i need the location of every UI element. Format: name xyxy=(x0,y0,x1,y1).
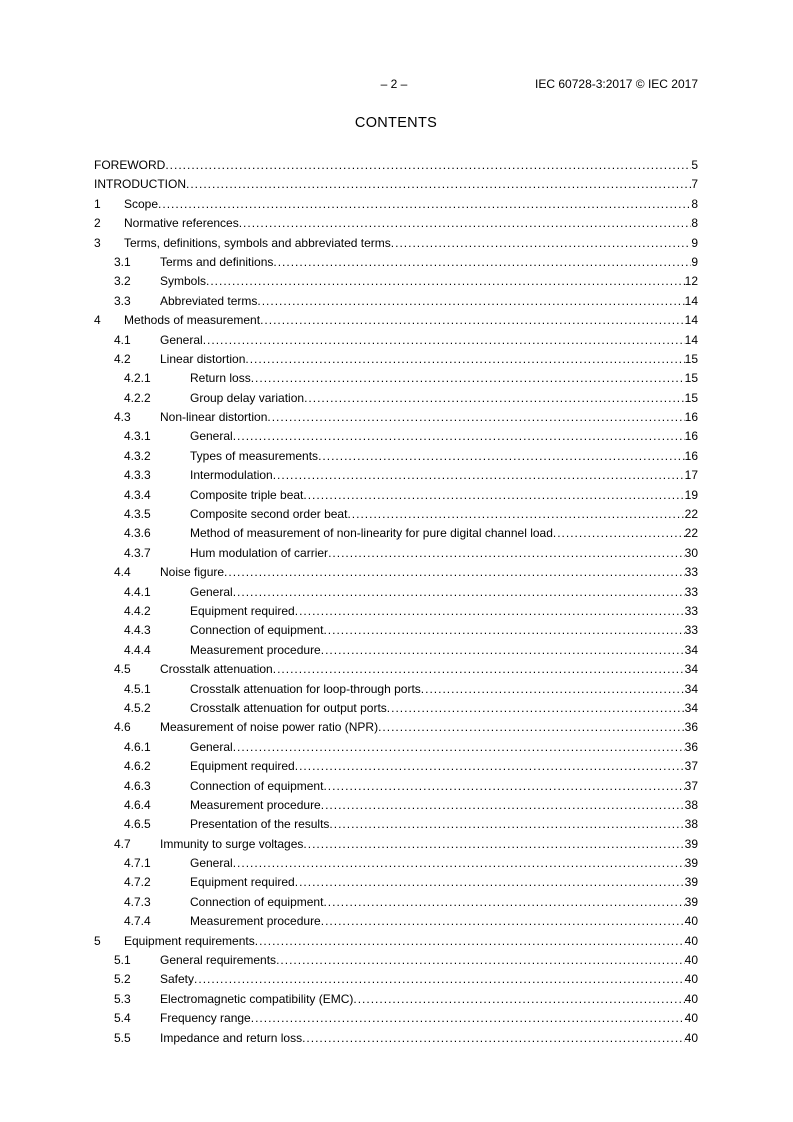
toc-entry-number: 4.3.7 xyxy=(124,545,151,560)
toc-entry-number: 4.4 xyxy=(114,565,131,580)
toc-entry[interactable] xyxy=(94,234,698,253)
toc-leader-dots xyxy=(224,563,685,582)
toc-leader-dots xyxy=(323,893,684,912)
toc-entry[interactable] xyxy=(94,621,698,640)
toc-entry-title: Equipment requirements xyxy=(124,933,255,948)
toc-entry-page: 15 xyxy=(684,351,698,366)
toc-entry[interactable] xyxy=(94,524,698,543)
toc-entry-title: Methods of measurement xyxy=(124,313,261,328)
toc-entry-page: 40 xyxy=(684,953,698,968)
toc-entry-number: 4.2.1 xyxy=(124,371,151,386)
toc-entry-page: 22 xyxy=(684,507,698,522)
toc-entry[interactable] xyxy=(94,738,698,757)
toc-entry-number: 4.3.1 xyxy=(124,429,151,444)
toc-entry[interactable] xyxy=(94,641,698,660)
toc-entry-number: 4.3.6 xyxy=(124,526,151,541)
toc-entry-page: 39 xyxy=(684,856,698,871)
toc-entry-title: Frequency range xyxy=(160,1011,251,1026)
toc-entry-title: Types of measurements xyxy=(190,448,319,463)
toc-entry[interactable] xyxy=(94,602,698,621)
toc-entry-title: General requirements xyxy=(160,953,277,968)
toc-entry-title: Immunity to surge voltages xyxy=(160,836,304,851)
toc-entry-title: Crosstalk attenuation xyxy=(160,662,273,677)
toc-entry-number: 2 xyxy=(94,216,101,231)
toc-entry-page: 39 xyxy=(684,836,698,851)
toc-leader-dots xyxy=(276,951,685,970)
toc-entry-page: 37 xyxy=(684,778,698,793)
toc-entry[interactable] xyxy=(94,718,698,737)
toc-leader-dots xyxy=(257,292,684,311)
toc-entry[interactable] xyxy=(94,214,698,233)
toc-entry-page: 14 xyxy=(684,313,698,328)
table-of-contents xyxy=(94,156,698,1048)
toc-entry-title: Terms, definitions, symbols and abbreviated terms xyxy=(124,235,391,250)
toc-entry-number: 4.3.3 xyxy=(124,468,151,483)
toc-entry-title: Hum modulation of carrier xyxy=(190,545,329,560)
toc-entry-page: 16 xyxy=(684,429,698,444)
toc-entry-title: Impedance and return loss xyxy=(160,1030,303,1045)
toc-entry-title: General xyxy=(160,332,203,347)
toc-entry-title: Crosstalk attenuation for output ports xyxy=(190,700,387,715)
toc-leader-dots xyxy=(251,369,685,388)
toc-entry-page: 15 xyxy=(684,371,698,386)
toc-entry-page: 16 xyxy=(684,410,698,425)
toc-entry-title: General xyxy=(190,429,233,444)
toc-entry-page: 39 xyxy=(684,894,698,909)
toc-entry-title: Intermodulation xyxy=(190,468,273,483)
toc-entry-title: Composite second order beat xyxy=(190,507,348,522)
toc-entry-number: 5.4 xyxy=(114,1011,131,1026)
toc-entry-number: 5.3 xyxy=(114,991,131,1006)
toc-entry-page: 40 xyxy=(684,933,698,948)
toc-leader-dots xyxy=(304,389,685,408)
toc-entry-number: 4.3 xyxy=(114,410,131,425)
toc-entry-number: 4.5.2 xyxy=(124,700,151,715)
toc-entry-title: Composite triple beat xyxy=(190,487,304,502)
toc-leader-dots xyxy=(347,505,684,524)
toc-entry-page: 40 xyxy=(684,914,698,929)
toc-entry-title: General xyxy=(190,856,233,871)
toc-entry-page: 30 xyxy=(684,545,698,560)
toc-entry[interactable] xyxy=(94,331,698,350)
toc-leader-dots xyxy=(378,718,685,737)
toc-leader-dots xyxy=(353,990,684,1009)
toc-leader-dots xyxy=(239,214,692,233)
toc-entry[interactable] xyxy=(94,951,698,970)
toc-entry[interactable] xyxy=(94,156,698,175)
toc-entry-number: 4.6.1 xyxy=(124,739,151,754)
toc-entry[interactable] xyxy=(94,427,698,446)
toc-entry[interactable] xyxy=(94,815,698,834)
toc-entry[interactable] xyxy=(94,680,698,699)
toc-leader-dots xyxy=(233,583,685,602)
toc-entry-title: Connection of equipment xyxy=(190,778,324,793)
toc-leader-dots xyxy=(273,253,691,272)
toc-entry-page: 33 xyxy=(684,565,698,580)
toc-entry-number: 3 xyxy=(94,235,101,250)
toc-entry[interactable] xyxy=(94,932,698,951)
toc-entry-page: 9 xyxy=(691,235,698,250)
toc-entry[interactable] xyxy=(94,389,698,408)
toc-leader-dots xyxy=(295,873,685,892)
toc-entry-number: 4.7.3 xyxy=(124,894,151,909)
toc-entry-number: 4.7.1 xyxy=(124,856,151,871)
toc-entry-title: Scope xyxy=(124,196,159,211)
toc-entry[interactable] xyxy=(94,350,698,369)
toc-entry-page: 33 xyxy=(684,584,698,599)
toc-entry-number: 4.5 xyxy=(114,662,131,677)
toc-entry-page: 37 xyxy=(684,759,698,774)
toc-entry-page: 33 xyxy=(684,603,698,618)
toc-entry[interactable] xyxy=(94,505,698,524)
toc-entry-title: Group delay variation xyxy=(190,390,305,405)
toc-entry-number: 4.4.1 xyxy=(124,584,151,599)
toc-entry-page: 8 xyxy=(691,196,698,211)
toc-entry[interactable] xyxy=(94,369,698,388)
toc-leader-dots xyxy=(255,932,685,951)
document-reference: IEC 60728-3:2017 © IEC 2017 xyxy=(535,77,698,91)
toc-entry[interactable] xyxy=(94,447,698,466)
toc-entry-title: Return loss xyxy=(190,371,251,386)
toc-entry[interactable] xyxy=(94,292,698,311)
toc-leader-dots xyxy=(553,524,685,543)
toc-entry-title: Electromagnetic compatibility (EMC) xyxy=(160,991,354,1006)
toc-entry[interactable] xyxy=(94,272,698,291)
toc-entry-title: Normative references xyxy=(124,216,239,231)
toc-leader-dots xyxy=(321,912,685,931)
toc-entry[interactable] xyxy=(94,175,698,194)
toc-entry-number: 3.2 xyxy=(114,274,131,289)
toc-entry-number: 4.1 xyxy=(114,332,131,347)
toc-entry-page: 34 xyxy=(684,700,698,715)
toc-leader-dots xyxy=(323,621,684,640)
toc-leader-dots xyxy=(303,835,684,854)
toc-leader-dots xyxy=(328,544,685,563)
toc-leader-dots xyxy=(295,757,685,776)
toc-entry[interactable] xyxy=(94,970,698,989)
toc-entry-page: 14 xyxy=(684,332,698,347)
toc-entry-page: 15 xyxy=(684,390,698,405)
page-header xyxy=(94,75,698,93)
toc-entry-page: 9 xyxy=(691,254,698,269)
toc-entry-number: 4.6.2 xyxy=(124,759,151,774)
toc-entry-title: Safety xyxy=(160,972,195,987)
toc-entry[interactable] xyxy=(94,854,698,873)
toc-entry[interactable] xyxy=(94,699,698,718)
toc-entry-title: Equipment required xyxy=(190,875,295,890)
toc-entry-number: 5.2 xyxy=(114,972,131,987)
toc-entry[interactable] xyxy=(94,253,698,272)
toc-entry-title: Crosstalk attenuation for loop-through ports xyxy=(190,681,421,696)
toc-entry[interactable] xyxy=(94,660,698,679)
toc-entry-title: Symbols xyxy=(160,274,207,289)
toc-entry-title: Linear distortion xyxy=(160,351,246,366)
toc-entry-number: 4.7 xyxy=(114,836,131,851)
toc-entry-number: 4.4.2 xyxy=(124,603,151,618)
toc-entry-page: 12 xyxy=(684,274,698,289)
toc-entry[interactable] xyxy=(94,835,698,854)
toc-entry-number: 4.3.5 xyxy=(124,507,151,522)
toc-entry-page: 34 xyxy=(684,662,698,677)
toc-entry-title: Equipment required xyxy=(190,603,295,618)
toc-entry[interactable] xyxy=(94,195,698,214)
toc-entry[interactable] xyxy=(94,408,698,427)
toc-entry-number: 4.2.2 xyxy=(124,390,151,405)
toc-entry-title: Terms and definitions xyxy=(160,254,274,269)
toc-entry-page: 22 xyxy=(684,526,698,541)
toc-leader-dots xyxy=(233,738,685,757)
toc-entry-page: 36 xyxy=(684,720,698,735)
toc-entry-title: Measurement procedure xyxy=(190,797,321,812)
toc-entry-number: 4 xyxy=(94,313,101,328)
toc-entry-page: 8 xyxy=(691,216,698,231)
toc-leader-dots xyxy=(186,175,691,194)
toc-entry[interactable] xyxy=(94,583,698,602)
toc-entry-page: 40 xyxy=(684,1011,698,1026)
toc-leader-dots xyxy=(233,427,685,446)
toc-entry-title: INTRODUCTION xyxy=(94,177,186,192)
toc-entry[interactable] xyxy=(94,311,698,330)
toc-entry[interactable] xyxy=(94,990,698,1009)
toc-entry-page: 34 xyxy=(684,681,698,696)
toc-entry-page: 40 xyxy=(684,991,698,1006)
toc-entry[interactable] xyxy=(94,777,698,796)
toc-entry[interactable] xyxy=(94,912,698,931)
toc-entry[interactable] xyxy=(94,873,698,892)
toc-entry-number: 5 xyxy=(94,933,101,948)
toc-entry[interactable] xyxy=(94,757,698,776)
toc-leader-dots xyxy=(387,699,685,718)
toc-entry-title: Measurement of noise power ratio (NPR) xyxy=(160,720,379,735)
toc-leader-dots xyxy=(267,408,684,427)
toc-leader-dots xyxy=(203,331,685,350)
toc-entry-page: 19 xyxy=(684,487,698,502)
toc-entry-number: 5.5 xyxy=(114,1030,131,1045)
toc-entry[interactable] xyxy=(94,1009,698,1028)
toc-entry-page: 38 xyxy=(684,817,698,832)
toc-leader-dots xyxy=(194,970,685,989)
toc-entry-page: 17 xyxy=(684,468,698,483)
toc-entry-page: 34 xyxy=(684,642,698,657)
toc-leader-dots xyxy=(323,777,684,796)
toc-entry-number: 4.4.3 xyxy=(124,623,151,638)
toc-entry-number: 4.6 xyxy=(114,720,131,735)
toc-leader-dots xyxy=(273,466,685,485)
toc-entry-page: 36 xyxy=(684,739,698,754)
toc-entry[interactable] xyxy=(94,466,698,485)
toc-leader-dots xyxy=(329,815,684,834)
toc-entry-title: Method of measurement of non-linearity for pure digital channel load xyxy=(190,526,553,541)
toc-leader-dots xyxy=(391,234,692,253)
toc-entry-title: Connection of equipment xyxy=(190,894,324,909)
toc-leader-dots xyxy=(318,447,685,466)
toc-entry-title: FOREWORD xyxy=(94,158,166,172)
toc-entry-title: General xyxy=(190,584,233,599)
toc-leader-dots xyxy=(302,1029,685,1048)
toc-entry-page: 40 xyxy=(684,1030,698,1045)
toc-entry-number: 4.7.2 xyxy=(124,875,151,890)
toc-entry-page: 16 xyxy=(684,448,698,463)
toc-entry-title: Equipment required xyxy=(190,759,295,774)
toc-leader-dots xyxy=(421,680,685,699)
toc-leader-dots xyxy=(245,350,684,369)
toc-entry-title: Measurement procedure xyxy=(190,642,321,657)
toc-entry-title: Non-linear distortion xyxy=(160,410,268,425)
toc-leader-dots xyxy=(321,641,685,660)
toc-entry-page: 38 xyxy=(684,797,698,812)
toc-entry-page: 33 xyxy=(684,623,698,638)
toc-leader-dots xyxy=(251,1009,685,1028)
toc-leader-dots xyxy=(295,602,685,621)
toc-entry-number: 4.6.5 xyxy=(124,817,151,832)
toc-entry[interactable] xyxy=(94,544,698,563)
toc-entry-title: Noise figure xyxy=(160,565,225,580)
toc-entry[interactable] xyxy=(94,563,698,582)
toc-entry-page: 14 xyxy=(684,293,698,308)
toc-entry[interactable] xyxy=(94,1029,698,1048)
toc-entry-title: Measurement procedure xyxy=(190,914,321,929)
page-title: CONTENTS xyxy=(354,115,438,131)
toc-entry-number: 4.2 xyxy=(114,351,131,366)
toc-leader-dots xyxy=(303,486,684,505)
toc-entry-page: 7 xyxy=(691,177,698,192)
toc-leader-dots xyxy=(206,272,685,291)
toc-leader-dots xyxy=(260,311,685,330)
toc-entry-page: 40 xyxy=(684,972,698,987)
toc-entry-number: 4.5.1 xyxy=(124,681,151,696)
toc-leader-dots xyxy=(165,156,691,175)
toc-entry-title: Presentation of the results xyxy=(190,817,330,832)
toc-entry-page: 39 xyxy=(684,875,698,890)
toc-entry-number: 1 xyxy=(94,196,101,211)
toc-leader-dots xyxy=(158,195,691,214)
toc-entry[interactable] xyxy=(94,486,698,505)
toc-entry-title: General xyxy=(190,739,233,754)
toc-entry-number: 4.7.4 xyxy=(124,914,151,929)
toc-entry-number: 4.4.4 xyxy=(124,642,151,657)
toc-entry[interactable] xyxy=(94,893,698,912)
toc-leader-dots xyxy=(273,660,685,679)
toc-entry-number: 4.6.4 xyxy=(124,797,151,812)
toc-entry[interactable] xyxy=(94,796,698,815)
page-number: – 2 – xyxy=(380,77,408,91)
toc-leader-dots xyxy=(321,796,685,815)
toc-entry-title: Abbreviated terms xyxy=(160,293,258,308)
toc-entry-number: 4.6.3 xyxy=(124,778,151,793)
toc-entry-number: 5.1 xyxy=(114,953,131,968)
toc-entry-page: 5 xyxy=(691,158,698,172)
toc-entry-number: 4.3.4 xyxy=(124,487,151,502)
toc-leader-dots xyxy=(233,854,685,873)
toc-entry-number: 3.3 xyxy=(114,293,131,308)
toc-entry-number: 4.3.2 xyxy=(124,448,151,463)
toc-entry-number: 3.1 xyxy=(114,254,131,269)
toc-entry-title: Connection of equipment xyxy=(190,623,324,638)
